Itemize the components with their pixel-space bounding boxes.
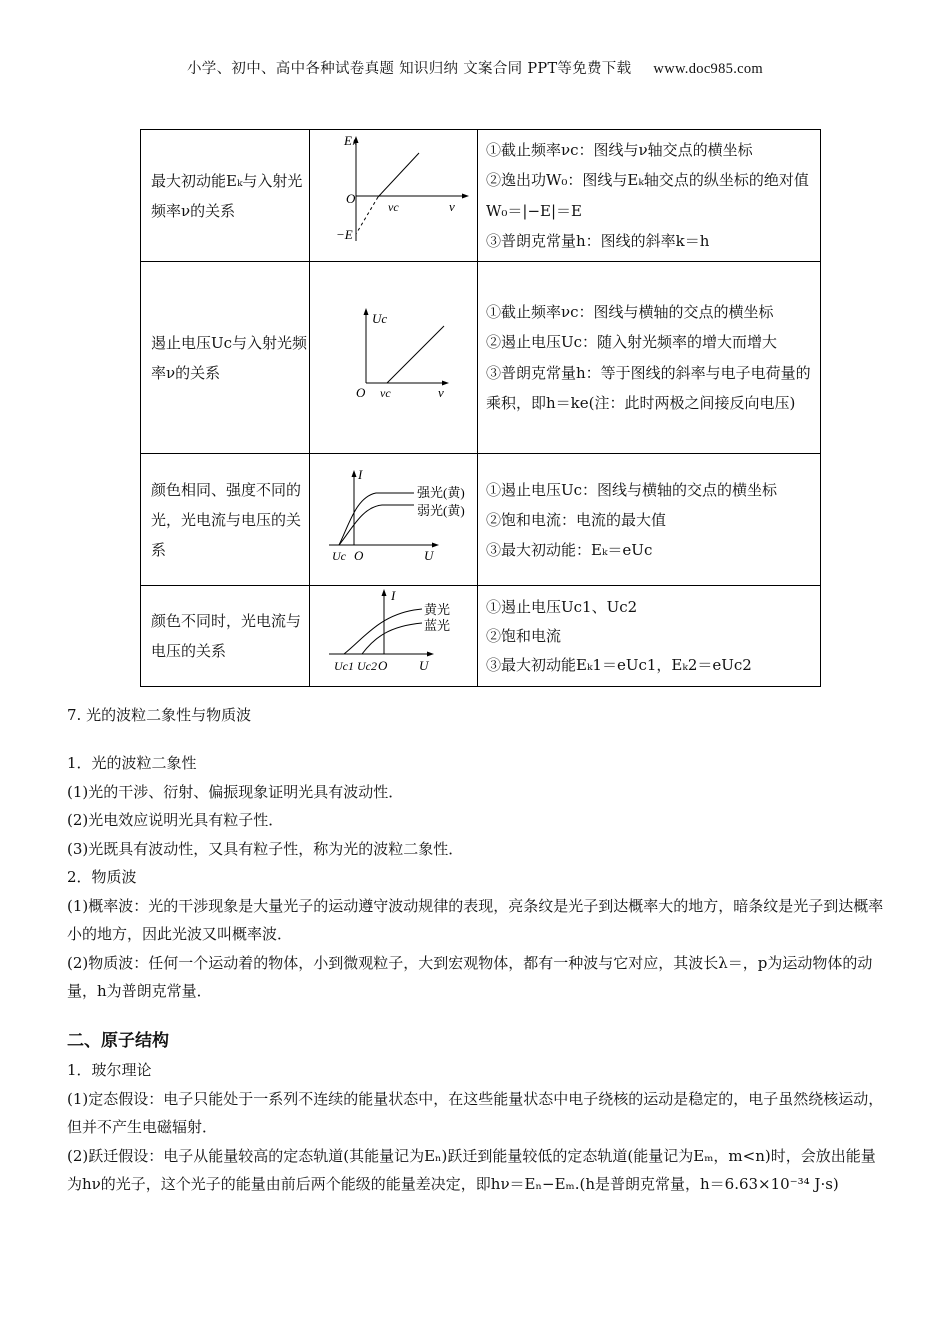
- yellow-light-label: 黄光: [423, 602, 450, 617]
- paragraph: (1)概率波：光的干涉现象是大量光子的运动遵守波动规律的表现，亮条纹是光子到达概率大的地方，暗条纹是光子到达概率小的地方，因此光波又叫概率波．: [67, 896, 884, 943]
- note-line: ②遏止电压Uc：随入射光频率的增大而增大: [486, 333, 778, 351]
- paragraph: (1)定态假设：电子只能处于一系列不连续的能量状态中，在这些能量状态中电子绕核的运动是稳定的，电子虽然绕核运动，但并不产生电磁辐射．: [67, 1089, 884, 1136]
- blue-light-label: 蓝光: [423, 618, 450, 633]
- note-line: ②饱和电流: [486, 626, 562, 645]
- current-vs-voltage-color-graph: [314, 586, 474, 676]
- paragraph: (3)光既具有波动性，又具有粒子性，称为光的波粒二象性．: [67, 839, 464, 858]
- origin-label: O: [355, 384, 365, 400]
- row-label: 最大初动能Eₖ与入射光频率ν的关系: [141, 130, 310, 262]
- paragraph: (1)光的干涉、衍射、偏振现象证明光具有波动性．: [67, 782, 404, 801]
- row-label: 颜色不同时，光电流与电压的关系: [141, 586, 310, 687]
- note-line: ②饱和电流：电流的最大值: [486, 510, 667, 529]
- graph-cell: [310, 586, 478, 687]
- ek-vs-frequency-graph: [314, 131, 474, 251]
- cutoff-frequency-label: νc: [379, 385, 391, 400]
- origin-label: O: [353, 547, 363, 563]
- note-line: ③最大初动能：Eₖ＝eUc: [486, 540, 653, 559]
- stopping-voltage-1-label: Uc1: [333, 659, 354, 673]
- y-axis-label: I: [390, 588, 395, 603]
- x-axis-label: ν: [437, 384, 444, 400]
- row-label: 颜色相同、强度不同的光，光电流与电压的关系: [141, 454, 310, 586]
- y-intercept-label: −E: [335, 226, 353, 242]
- note-line: ①遏止电压Uc1、Uc2: [486, 597, 638, 616]
- current-vs-voltage-intensity-graph: [314, 465, 474, 565]
- paragraph: 1．玻尔理论: [67, 1061, 152, 1079]
- table-row: [141, 262, 821, 454]
- paragraph: (2)跃迁假设：电子从能量较高的定态轨道(其能量记为Eₙ)跃迁到能量较低的定态轨道(能量记为Eₘ，m<n)时，会放出能量为hν的光子，这个光子的能量由前后两个能级的能量差决定，即hν＝Eₙ−Eₘ.(h是普朗克常量，h＝6.63×10⁻³⁴ J·s): [67, 1146, 876, 1193]
- strong-light-label: 强光(黄): [416, 484, 465, 500]
- weak-light-label: 弱光(黄): [416, 502, 465, 518]
- section-2-title: 二、原子结构: [67, 1031, 169, 1051]
- notes-cell: [478, 454, 821, 586]
- note-line: ①截止频率νc：图线与横轴的交点的横坐标: [486, 302, 774, 321]
- x-axis-label: U: [418, 658, 428, 673]
- y-axis-label: I: [357, 466, 362, 482]
- table-row: [141, 454, 821, 586]
- note-line: ②逸出功W₀：图线与Eₖ轴交点的纵坐标的绝对值W₀＝|−E|＝E: [486, 171, 809, 220]
- cutoff-frequency-label: νc: [387, 199, 399, 214]
- stopping-voltage-2-label: Uc2: [356, 659, 377, 673]
- x-axis-label: ν: [448, 198, 455, 214]
- paragraph: 2．物质波: [67, 868, 137, 886]
- photoelectric-graph-table: [140, 129, 821, 687]
- x-axis-label: U: [423, 547, 433, 563]
- note-line: ③最大初动能Eₖ1＝eUc1，Eₖ2＝eUc2: [486, 655, 752, 674]
- paragraph: (2)物质波：任何一个运动着的物体，小到微观粒子，大到宏观物体，都有一种波与它对应，其波长λ＝，p为运动物体的动量，h为普朗克常量．: [67, 953, 873, 1000]
- y-axis-label: Eₖ: [343, 132, 357, 148]
- paragraph: 1．光的波粒二象性: [67, 754, 197, 772]
- uc-vs-frequency-graph: [314, 303, 474, 403]
- notes-cell: [478, 262, 821, 454]
- section-7-title: 7. 光的波粒二象性与物质波: [67, 706, 252, 724]
- table-row: [141, 130, 821, 262]
- section-2-body: [67, 1056, 887, 1199]
- graph-cell: [310, 262, 478, 454]
- paragraph: (2)光电效应说明光具有粒子性．: [67, 811, 284, 829]
- table-row: [141, 586, 821, 687]
- note-line: ①遏止电压Uc：图线与横轴的交点的横坐标: [486, 480, 778, 499]
- y-axis-label: Uc: [371, 310, 387, 326]
- graph-cell: [310, 130, 478, 262]
- header-text: 小学、初中、高中各种试卷真题 知识归纳 文案合同 PPT等免费下载: [187, 61, 632, 77]
- note-line: ③普朗克常量h：等于图线的斜率与电子电荷量的乘积，即h＝ke(注：此时两极之间接反向电压): [486, 363, 811, 412]
- note-line: ③普朗克常量h：图线的斜率k＝h: [486, 232, 710, 250]
- section-7-body: [67, 749, 887, 1006]
- origin-label: O: [345, 190, 355, 206]
- notes-cell: [478, 586, 821, 687]
- stopping-voltage-label: Uc: [331, 548, 346, 563]
- header-url: www.doc985.com: [653, 61, 763, 77]
- row-label: 遏止电压Uc与入射光频率ν的关系: [141, 262, 310, 454]
- note-line: ①截止频率νc：图线与ν轴交点的横坐标: [486, 140, 753, 159]
- graph-cell: [310, 454, 478, 586]
- page-header: [0, 57, 950, 78]
- notes-cell: [478, 130, 821, 262]
- origin-label: O: [377, 658, 387, 673]
